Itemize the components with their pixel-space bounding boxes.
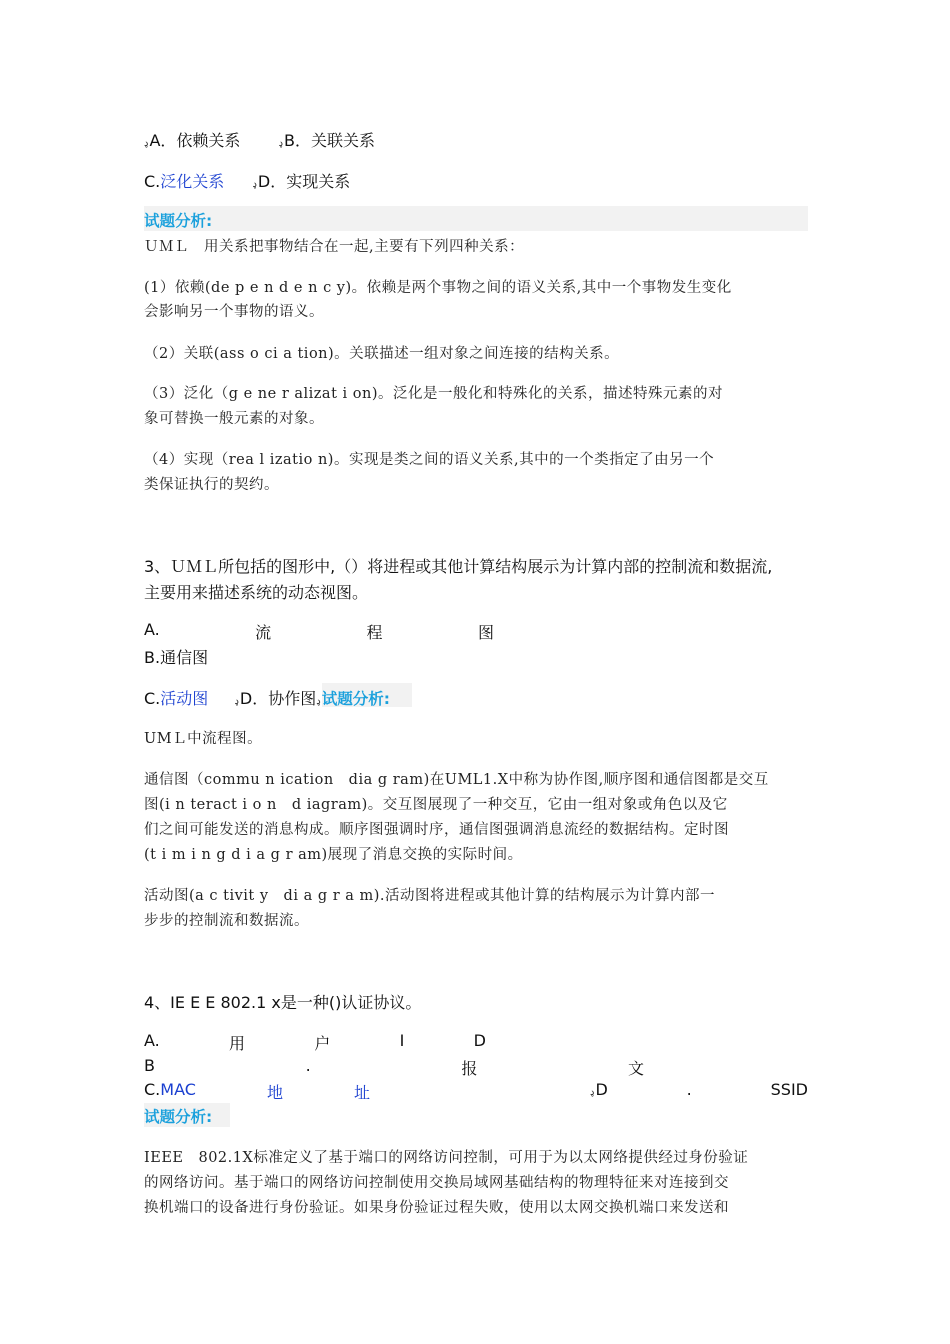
analysis-label: 试题分析: [144,212,213,230]
analysis-text: （3）泛化（g e ne r alizat i on)。泛化是一般化和特殊化的关系，描述特殊元素的对 [144,386,723,402]
question-stem: 4、IE E E 802.1 x是一种()认证协议。 [144,993,422,1012]
option-d[interactable]: ډD．协作图 [234,689,317,708]
option-d[interactable]: ډD．实现关系 [252,172,351,191]
bullet-mark-icon: ډ [590,1087,595,1098]
analysis-text: ＵＭＬ 用关系把事物结合在一起,主要有下列四种关系： [144,239,525,255]
bullet-mark-icon: ډ [144,138,149,149]
bullet-mark-icon: ډ [316,696,321,707]
analysis-text: 类保证执行的契约。 [144,477,279,493]
analysis-text: （2）关联(ass o ci a tion)。关联描述一组对象之间连接的结构关系。 [144,346,620,362]
analysis-text: 活动图(a c tivit y di a g r a m).活动图将进程或其他计算的结构展示为计算内部一 [144,888,716,904]
analysis-label: 试题分析: [144,1108,213,1126]
option-c-answer: 活动图 [160,689,209,708]
q3-options-row [144,686,390,709]
q2-options-row-2 [144,169,350,192]
bullet-mark-icon: ډ [252,179,257,190]
bullet-mark-icon: ډ [234,696,239,707]
option-c[interactable]: C.活动图 [144,689,209,708]
analysis-text: 通信图（commu n ication dia g ram)在UML1.X中称为协作图,顺序图和通信图都是交互 [144,772,769,788]
analysis-text: 会影响另一个事物的语义。 [144,304,324,320]
option-a[interactable]: A. 流 程 图 [144,620,494,642]
option-a[interactable]: ډA．依赖关系 [144,131,241,150]
option-b[interactable]: ډB．关联关系 [278,131,376,150]
analysis-header-bar [144,206,808,231]
analysis-text: 们之间可能发送的消息构成。顺序图强调时序，通信图强调消息流经的数据结构。定时图 [144,822,729,838]
option-d[interactable]: ډD . SSID [590,1080,808,1099]
question-stem: 主要用来描述系统的动态视图。 [144,583,369,602]
option-c-answer: MAC [160,1080,196,1099]
option-b[interactable]: B.通信图 [144,648,209,667]
option-c-answer: 泛化关系 [160,172,225,191]
analysis-text: 换机端口的设备进行身份验证。如果身份验证过程失败，使用以太网交换机端口来发送和 [144,1200,729,1216]
option-a[interactable]: A. 用 户 I D [144,1031,486,1053]
analysis-text: (1）依赖(de p e n d e n c y)。依赖是两个事物之间的语义关系,其中一个事物发生变化 [144,280,732,296]
analysis-text: 象可替换一般元素的对象。 [144,411,324,427]
option-b[interactable]: B . 报 文 [144,1056,644,1078]
analysis-text: IEEE 802.1X标准定义了基于端口的网络访问控制，可用于为以太网络提供经过身份验证 [144,1150,749,1166]
q2-options-row-1 [144,128,375,151]
analysis-text: （4）实现（rea l izatio n)。实现是类之间的语义关系,其中的一个类指定了由另一个 [144,452,715,468]
option-c[interactable]: C.泛化关系 [144,172,225,191]
analysis-text: 步步的控制流和数据流。 [144,913,309,929]
analysis-text: (t i m i n g d i a g r am)展现了消息交换的实际时间。 [144,847,523,863]
question-stem: 3、ＵＭＬ所包括的图形中,（）将进程或其他计算结构展示为计算内部的控制流和数据流, [144,557,773,576]
analysis-text: 图(i n teract i o n d iagram)。交互图展现了一种交互，它由一组对象或角色以及它 [144,797,728,813]
analysis-text: UMＬ中流程图。 [144,731,263,747]
bullet-mark-icon: ډ [278,138,284,149]
option-c[interactable]: C.MAC 地 址 [144,1080,370,1102]
analysis-label: 试题分析: [321,690,390,708]
analysis-text: 的网络访问。基于端口的网络访问控制使用交换局域网基础结构的物理特征来对连接到交 [144,1175,729,1191]
